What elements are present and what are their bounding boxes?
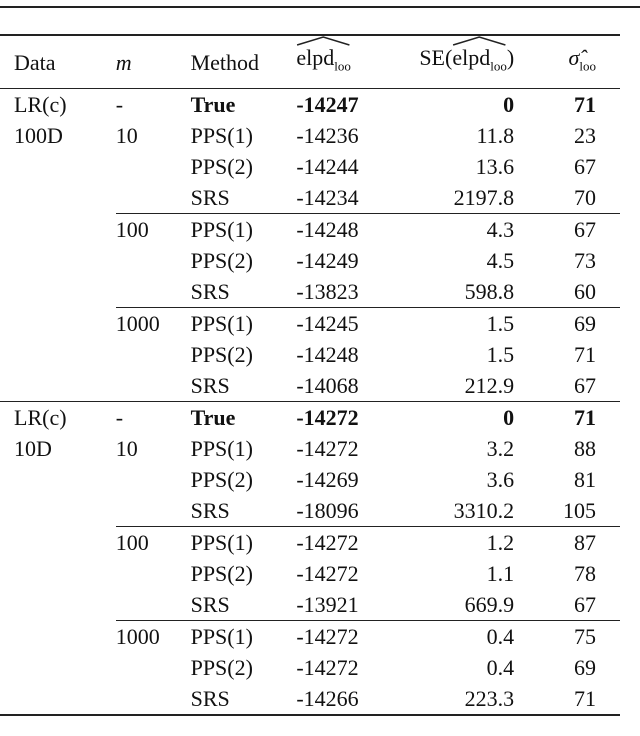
header-se (391, 35, 514, 89)
table-row (0, 495, 620, 527)
table-row (0, 182, 620, 214)
table-row (0, 151, 620, 182)
cell-elpd: -14244 (296, 154, 359, 179)
cell-elpd: -14266 (296, 686, 359, 711)
cell-m: 10 (115, 123, 138, 148)
cell-elpd: -14245 (296, 308, 391, 340)
cell-m (116, 683, 191, 715)
cell-elpd: -14269 (296, 467, 359, 492)
results-table (0, 34, 620, 716)
cell-data: LR(c) (14, 92, 67, 117)
cell-se: 1.2 (391, 527, 514, 559)
cell-sigma: 75 (514, 621, 620, 653)
cell-m: - (115, 405, 124, 430)
cell-method: True (190, 92, 236, 117)
cell-elpd: -14248 (296, 342, 359, 367)
cell-elpd: -13823 (296, 279, 359, 304)
cell-m (116, 464, 191, 495)
cell-elpd: -14272 (296, 655, 359, 680)
table-row (0, 683, 620, 715)
cell-elpd: -14272 (296, 527, 391, 559)
cell-se: 0.4 (391, 621, 514, 653)
cell-m (116, 495, 191, 527)
header-method: Method (190, 49, 260, 75)
table-row (0, 339, 620, 370)
cell-data: 100D (14, 123, 63, 148)
table-row (0, 89, 620, 121)
header-sigma (514, 35, 620, 89)
cell-sigma: 71 (574, 342, 596, 367)
cell-sigma: 23 (574, 123, 596, 148)
cell-method: PPS(2) (190, 154, 253, 179)
table-row (0, 308, 620, 340)
cell-sigma: 105 (563, 498, 596, 523)
cell-data (0, 464, 116, 495)
cell-m (116, 370, 191, 402)
table-row (0, 558, 620, 589)
cell-elpd: -14272 (296, 561, 359, 586)
cell-method: SRS (190, 686, 230, 711)
cell-m (116, 245, 191, 276)
cell-data: 10D (14, 436, 52, 461)
table-row (0, 652, 620, 683)
cell-sigma: 70 (574, 185, 596, 210)
cell-m (116, 151, 191, 182)
cell-method: PPS(2) (190, 561, 253, 586)
cell-data (0, 276, 116, 308)
cell-method: SRS (190, 498, 230, 523)
se-suffix: ) (506, 45, 515, 71)
cell-data (0, 621, 116, 653)
se-text: elpd (452, 45, 491, 71)
cell-se: 2197.8 (453, 185, 515, 210)
cell-m (116, 339, 191, 370)
cell-se: 212.9 (464, 373, 515, 398)
table-row (0, 589, 620, 621)
table-row (0, 433, 620, 464)
cell-se: 0.4 (486, 655, 515, 680)
cell-data (0, 214, 116, 246)
cell-m (116, 652, 191, 683)
cell-se: 669.9 (464, 592, 515, 617)
cell-sigma: 71 (574, 686, 596, 711)
cell-method: PPS(1) (190, 436, 253, 461)
se-sub: loo (490, 58, 507, 74)
table-row (0, 621, 620, 653)
cell-m (116, 182, 191, 214)
table-row (0, 464, 620, 495)
cell-m: 100 (116, 527, 191, 559)
cell-sigma: 69 (514, 308, 620, 340)
cell-se: 13.6 (475, 154, 515, 179)
cell-data: LR(c) (14, 405, 67, 430)
cell-sigma: 69 (574, 655, 596, 680)
header-m: m (115, 49, 132, 75)
cell-se: 598.8 (464, 279, 515, 304)
cell-se: 1.5 (391, 308, 514, 340)
cell-method: SRS (190, 185, 230, 210)
sigma-sub: loo (579, 58, 596, 74)
cell-method: SRS (190, 592, 230, 617)
cell-m: 1000 (116, 308, 191, 340)
table-row (0, 276, 620, 308)
cell-data (0, 527, 116, 559)
cell-method: PPS(1) (190, 123, 253, 148)
cell-elpd: -14068 (296, 373, 359, 398)
cell-data (0, 308, 116, 340)
cell-se: 223.3 (464, 686, 515, 711)
cell-data (0, 558, 116, 589)
cell-sigma: 67 (574, 592, 596, 617)
cell-method: SRS (190, 373, 230, 398)
cell-m (116, 589, 191, 621)
cell-data (0, 182, 116, 214)
cell-elpd: -14272 (296, 621, 391, 653)
cell-data (0, 683, 116, 715)
cell-sigma: 67 (514, 214, 620, 246)
cell-method: SRS (190, 279, 230, 304)
cell-se: 4.3 (391, 214, 514, 246)
cell-sigma: 71 (574, 92, 596, 117)
cell-m: 100 (116, 214, 191, 246)
cell-data (0, 589, 116, 621)
cell-data (0, 151, 116, 182)
cell-m: 1000 (116, 621, 191, 653)
cell-method: PPS(2) (190, 342, 253, 367)
cell-method: True (190, 405, 236, 430)
top-rule (0, 6, 640, 8)
cell-se: 3.6 (486, 467, 515, 492)
cell-m: - (115, 92, 124, 117)
cell-se: 11.8 (476, 123, 515, 148)
cell-method: PPS(1) (191, 621, 297, 653)
cell-sigma: 60 (574, 279, 596, 304)
cell-se: 1.1 (486, 561, 515, 586)
cell-se: 0 (503, 92, 515, 117)
cell-elpd: -14234 (296, 185, 359, 210)
table-row (0, 402, 620, 434)
cell-se: 1.5 (486, 342, 515, 367)
elpd-hat (296, 42, 351, 81)
cell-sigma: 78 (574, 561, 596, 586)
header-elpd (296, 35, 391, 89)
cell-data (0, 652, 116, 683)
cell-elpd: -18096 (296, 498, 359, 523)
cell-elpd: -14249 (296, 248, 359, 273)
cell-method: PPS(2) (190, 655, 253, 680)
cell-data (0, 245, 116, 276)
cell-method: PPS(2) (190, 467, 253, 492)
cell-elpd: -14272 (296, 405, 359, 430)
cell-se: 0 (503, 405, 515, 430)
cell-m (116, 558, 191, 589)
header-data: Data (14, 49, 56, 75)
cell-se: 4.5 (486, 248, 515, 273)
cell-data (0, 370, 116, 402)
cell-se: 3.2 (486, 436, 515, 461)
cell-method: PPS(1) (191, 527, 297, 559)
cell-method: PPS(1) (191, 214, 297, 246)
table-body (0, 89, 620, 716)
table-row (0, 214, 620, 246)
cell-data (0, 495, 116, 527)
se-hat (452, 42, 507, 81)
table-row (0, 527, 620, 559)
cell-elpd: -14236 (296, 123, 359, 148)
cell-sigma: 73 (574, 248, 596, 273)
cell-elpd: -14248 (296, 214, 391, 246)
table-row (0, 370, 620, 402)
cell-sigma: 67 (574, 373, 596, 398)
sigma-text: σ̂ (568, 45, 580, 71)
cell-elpd: -14272 (296, 436, 359, 461)
cell-elpd: -13921 (296, 592, 359, 617)
cell-sigma: 67 (574, 154, 596, 179)
table-row (0, 120, 620, 151)
cell-elpd: -14247 (296, 92, 359, 117)
cell-sigma: 87 (514, 527, 620, 559)
table-header (0, 35, 620, 89)
cell-sigma: 88 (574, 436, 596, 461)
cell-se: 3310.2 (453, 498, 515, 523)
cell-data (0, 339, 116, 370)
cell-sigma: 81 (574, 467, 596, 492)
se-prefix: SE( (419, 45, 453, 71)
cell-m: 10 (115, 436, 138, 461)
cell-method: PPS(2) (190, 248, 253, 273)
table-row (0, 245, 620, 276)
cell-sigma: 71 (574, 405, 596, 430)
elpd-sub: loo (334, 58, 351, 74)
cell-m (116, 276, 191, 308)
cell-method: PPS(1) (191, 308, 297, 340)
elpd-text: elpd (296, 45, 335, 71)
